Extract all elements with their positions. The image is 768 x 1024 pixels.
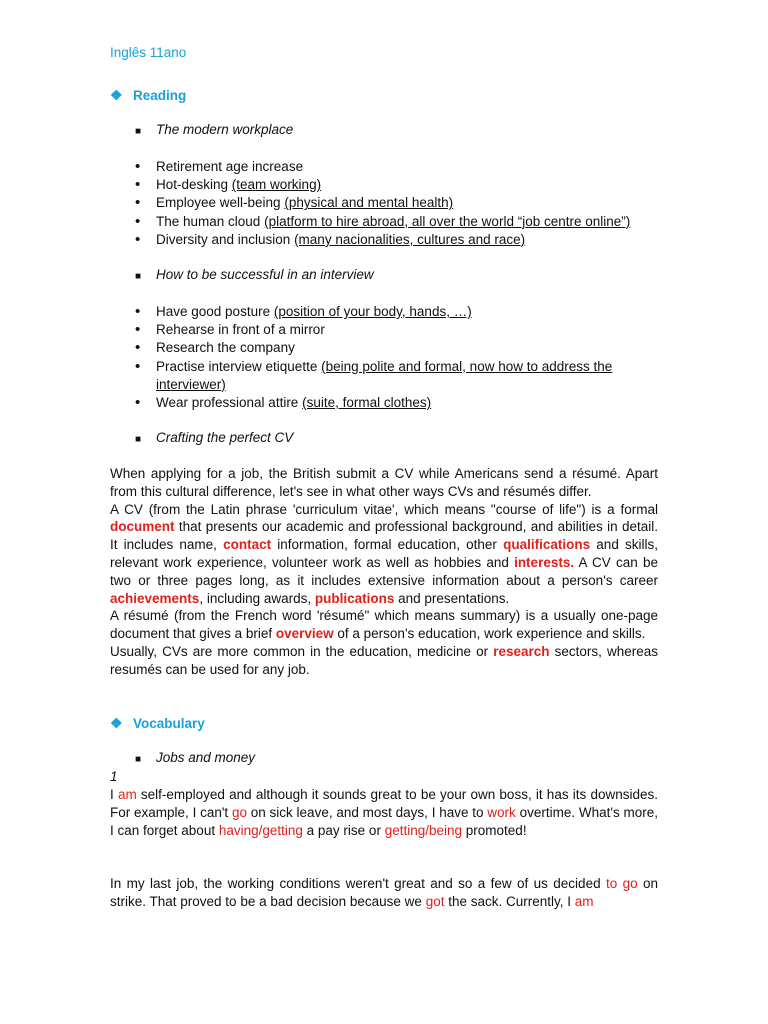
cv-paragraph-2	[110, 501, 658, 608]
vocab-text-1	[110, 786, 658, 839]
highlighted-word: interests.	[514, 554, 575, 570]
list-item-note: (many nacionalities, cultures and race)	[294, 231, 526, 247]
section-reading-heading	[110, 87, 186, 104]
highlighted-word: research	[493, 643, 550, 659]
section-vocabulary-heading	[110, 715, 205, 732]
subheading-interview	[135, 267, 374, 282]
subheading-jobs-money	[135, 750, 255, 765]
text-run: A CV (from the Latin phrase 'curriculum vitae', which means "course of life") is a formal	[110, 501, 658, 517]
text-run: self-employed and although it sounds great to be your own boss, it has its downsides. For example, I can't	[110, 787, 658, 820]
subheading-workplace-title: The modern workplace	[156, 122, 294, 137]
interview-list	[135, 303, 655, 412]
list-item-note: (physical and mental health)	[284, 195, 454, 211]
list-item-text: Hot-desking	[156, 177, 232, 193]
text-run: promoted!	[462, 822, 527, 838]
vocab-paragraph-1	[110, 786, 658, 839]
list-item-text: Rehearse in front of a mirror	[156, 322, 325, 338]
subheading-jobs-money-title: Jobs and money	[156, 750, 256, 765]
text-run: of a person's education, work experience and skills.	[333, 626, 646, 642]
highlighted-word: got	[425, 893, 445, 909]
square-bullet-icon: ■	[135, 434, 142, 445]
list-item-text: The human cloud	[156, 213, 265, 229]
list-item-note: (position of your body, hands, …)	[273, 304, 472, 319]
text-run: A résumé (from the French word 'résumé" which means summary) is a usually one-page document that gives a brief	[110, 608, 658, 642]
section-vocabulary-title: Vocabulary	[133, 716, 205, 731]
list-item-text: Employee well-being	[156, 195, 285, 211]
cv-paragraph-3	[110, 607, 658, 643]
text-run: and presentations.	[394, 590, 510, 606]
text-run: Usually, CVs are more common in the education, medicine or	[110, 643, 494, 659]
cv-paragraph-4	[110, 643, 658, 679]
subheading-interview-title: How to be successful in an interview	[156, 267, 374, 282]
highlighted-word: work	[487, 804, 516, 820]
text-run: I	[110, 787, 118, 802]
text-run: the sack. Currently, I	[444, 893, 575, 909]
highlighted-word: document	[110, 519, 175, 535]
highlighted-word: overview	[275, 626, 334, 642]
section-reading-title: Reading	[133, 88, 187, 103]
list-item	[135, 339, 655, 357]
square-bullet-icon: ■	[135, 126, 142, 137]
highlighted-word: qualifications	[503, 537, 591, 553]
workplace-list	[135, 158, 655, 249]
diamond-bullet-icon: ❖	[110, 715, 123, 731]
text-run: on strike. That proved to be a bad decision because we	[110, 876, 658, 909]
cv-paragraph-1: When applying for a job, the British submit a CV while Americans send a résumé. Apart from this cultural difference, let's see in what other ways CVs and résumés differ.	[110, 466, 658, 499]
list-item-text: Research the company	[156, 340, 295, 356]
list-item-note: (team working)	[231, 177, 322, 193]
highlighted-word: contact	[223, 537, 272, 553]
text-run: , including awards,	[199, 590, 315, 606]
list-item	[135, 213, 655, 231]
list-item	[135, 321, 655, 339]
highlighted-word: getting/being	[384, 822, 463, 838]
text-run: that presents our academic and professional background, and abilities in detail. It includes name,	[110, 519, 658, 553]
list-item	[135, 358, 655, 394]
list-item	[135, 194, 655, 212]
list-item-text: Practise interview etiquette	[156, 358, 322, 374]
diamond-bullet-icon: ❖	[110, 87, 123, 103]
list-item-text: Diversity and inclusion	[156, 231, 295, 247]
vocab-paragraph-2	[110, 875, 658, 911]
text-run: and skills, relevant work experience, volunteer work as well as hobbies and	[110, 537, 658, 570]
text-run: information, formal education, other	[271, 537, 504, 553]
list-item-text: Have good posture	[156, 304, 274, 319]
subheading-workplace	[135, 122, 293, 137]
list-item-text: Wear professional attire	[156, 395, 303, 411]
subheading-cv	[135, 430, 293, 445]
list-item-text: Retirement age increase	[156, 159, 304, 174]
highlighted-word: having/getting	[218, 822, 303, 838]
highlighted-word: am	[117, 787, 137, 802]
highlighted-word: publications	[314, 590, 395, 606]
list-item-note: (platform to hire abroad, all over the world “job centre online”)	[264, 213, 631, 229]
vocab-text-2	[110, 875, 658, 911]
text-run: a pay rise or	[302, 822, 385, 838]
text-run: overtime. What's more, I can forget about	[110, 804, 658, 838]
list-item	[135, 394, 655, 412]
square-bullet-icon: ■	[135, 271, 142, 282]
subheading-cv-title: Crafting the perfect CV	[156, 430, 294, 445]
text-run: on sick leave, and most days, I have to	[246, 804, 488, 820]
exercise-number: 1	[110, 769, 118, 784]
list-item-note: (being polite and formal, now how to address the interviewer)	[156, 358, 613, 392]
list-item	[135, 303, 655, 321]
highlighted-word: am	[574, 893, 594, 909]
cv-text	[110, 465, 658, 679]
text-run: A CV can be two or three pages long, as it includes extensive information about a person's career	[110, 554, 658, 588]
list-item	[135, 231, 655, 249]
document-header: Inglês 11ano	[110, 45, 187, 60]
square-bullet-icon: ■	[135, 754, 142, 765]
list-item	[135, 176, 655, 194]
highlighted-word: go	[231, 804, 247, 820]
list-item	[135, 158, 655, 176]
text-run: In my last job, the working conditions weren't great and so a few of us decided	[110, 876, 606, 891]
text-run: sectors, whereas resumés can be used for any job.	[110, 643, 658, 677]
list-item-note: (suite, formal clothes)	[302, 395, 432, 411]
highlighted-word: achievements	[110, 590, 200, 606]
highlighted-word: to go	[605, 876, 638, 891]
